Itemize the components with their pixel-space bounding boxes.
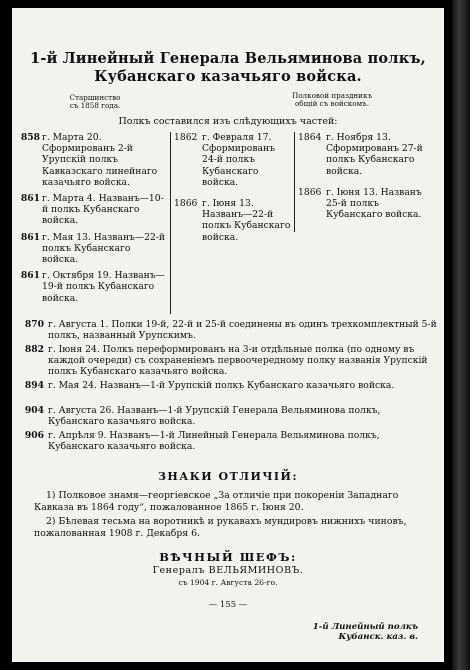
entry-text: г. Мая 24. Названъ—1-й Урупскій полкъ Кубанскаго казачьяго войска. <box>48 380 395 391</box>
entry-year: 906 <box>24 430 44 441</box>
column-2 <box>174 132 292 248</box>
history-entry <box>24 430 438 453</box>
holiday-label: Полковой праздникъ <box>291 91 373 100</box>
entry-text: г. Февраля 17. Сформированъ 24-й полкъ Кубанскаго войска. <box>202 132 275 188</box>
history-entry <box>24 380 438 391</box>
entry-year: 1864 <box>298 132 322 143</box>
entry-text: г. Іюня 13. Названъ—22-й полкъ Кубанскаго войска. <box>202 198 291 243</box>
holiday-value: общій съ войскомъ. <box>294 99 370 108</box>
entry-text: г. Мая 13. Названъ—22-й полкъ Кубанскаго войска. <box>42 231 166 266</box>
distinctions-heading: ЗНАКИ ОТЛИЧІЙ: <box>157 470 299 483</box>
intro-text: Полкъ составился изъ слѣдующихъ частей: <box>118 116 338 127</box>
entry-year: 861 <box>20 193 40 205</box>
entry-year: 870 <box>24 319 44 330</box>
history-entry <box>24 344 438 378</box>
seniority-block <box>50 94 140 110</box>
seniority-label: Старшинство <box>69 93 121 102</box>
col1-entry <box>20 132 166 188</box>
col3-entry <box>298 132 426 177</box>
entry-year: 861 <box>20 231 40 243</box>
seniority-value: съ 1858 года. <box>69 101 121 110</box>
column-1 <box>20 132 166 309</box>
entry-text: г. Апрѣля 9. Названъ—1-й Линейный Генерала Вельяминова полкъ, Кубанскаго казачьяго войска. <box>48 430 380 453</box>
entry-year: 858 <box>20 132 40 143</box>
column-divider <box>170 132 171 314</box>
history-entry <box>24 405 438 428</box>
distinction-1: 1) Полковое знамя—георгіевское „За отличіе при покореніи Западнаго Кавказа въ 1864 году“, пожалованное 1865 г. Іюня 20. <box>34 490 399 513</box>
entry-year: 861 <box>20 270 40 282</box>
col1-entry <box>20 270 166 304</box>
entry-text: г. Ноября 13. Сформированъ 27-й полкъ Кубанскаго войска. <box>326 132 423 177</box>
distinction-2: 2) Бѣлевая тесьма на воротникѣ и рукавахъ мундировъ нижнихъ чиновъ, пожалованная 1908 г. Декабря 6. <box>34 516 407 539</box>
entry-text: г. Октября 19. Названъ—19-й полкъ Кубанскаго войска. <box>42 270 165 304</box>
page-title-line1: 1-й Линейный Генерала Вельяминова полкъ, <box>30 50 426 67</box>
document-page <box>12 8 444 662</box>
entry-year: 1862 <box>174 132 198 143</box>
entry-text: г. Августа 26. Названъ—1-й Урупскій Генерала Вельяминова полкъ, Кубанскаго казачьяго войска. <box>48 405 381 428</box>
footer-signature <box>313 622 418 642</box>
footer-line1: 1-й Линейный полкъ <box>312 622 418 632</box>
entry-year: 894 <box>24 380 44 391</box>
entry-year: 904 <box>24 405 44 416</box>
entry-year: 1866 <box>174 198 198 210</box>
chief-name: Генералъ ВЕЛЬЯМИНОВЪ. <box>152 565 304 576</box>
holiday-block <box>272 92 392 108</box>
entry-text: г. Іюня 24. Полкъ переформированъ на 3-и отдѣльные полка (по одному въ каждой очереди) съ сохраненіемъ первоочередному полку названія Урупскій полкъ Кубанскаго казачьяго войска. <box>48 344 428 378</box>
entry-year: 882 <box>24 344 44 355</box>
chief-heading: ВѢЧНЫЙ ШЕФЪ: <box>159 550 297 564</box>
chief-since: съ 1904 г. Августа 26-го. <box>178 578 278 587</box>
col1-entry <box>20 231 166 266</box>
col2-entry <box>174 132 292 188</box>
col2-entry <box>174 198 292 243</box>
col1-entry <box>20 193 166 227</box>
entry-text: г. Марта 4. Названъ—10-й полкъ Кубанскаго войска. <box>42 193 164 227</box>
history-entry <box>24 319 438 342</box>
entry-text: г. Марта 20. Сформированъ 2-й Урупскій полкъ Кавказскаго линейнаго казачьяго войска. <box>42 132 158 188</box>
entry-text: г. Августа 1. Полки 19-й, 22-й и 25-й соединены въ одинъ трехкомплектный 5-й полкъ, названный Урупскимъ. <box>48 319 437 342</box>
book-spine <box>452 0 470 670</box>
page-number: — 155 — <box>208 600 248 610</box>
column-3 <box>298 132 426 225</box>
entry-text: г. Іюня 13. Названъ 25-й полкъ Кубанскаго войска. <box>326 186 422 221</box>
column-divider <box>294 132 295 232</box>
entry-year: 1866 <box>298 186 322 198</box>
col3-entry <box>298 187 426 221</box>
footer-line2: Кубанск. каз. в. <box>338 632 418 642</box>
page-title-line2: Кубанскаго казачьяго войска. <box>94 68 362 85</box>
